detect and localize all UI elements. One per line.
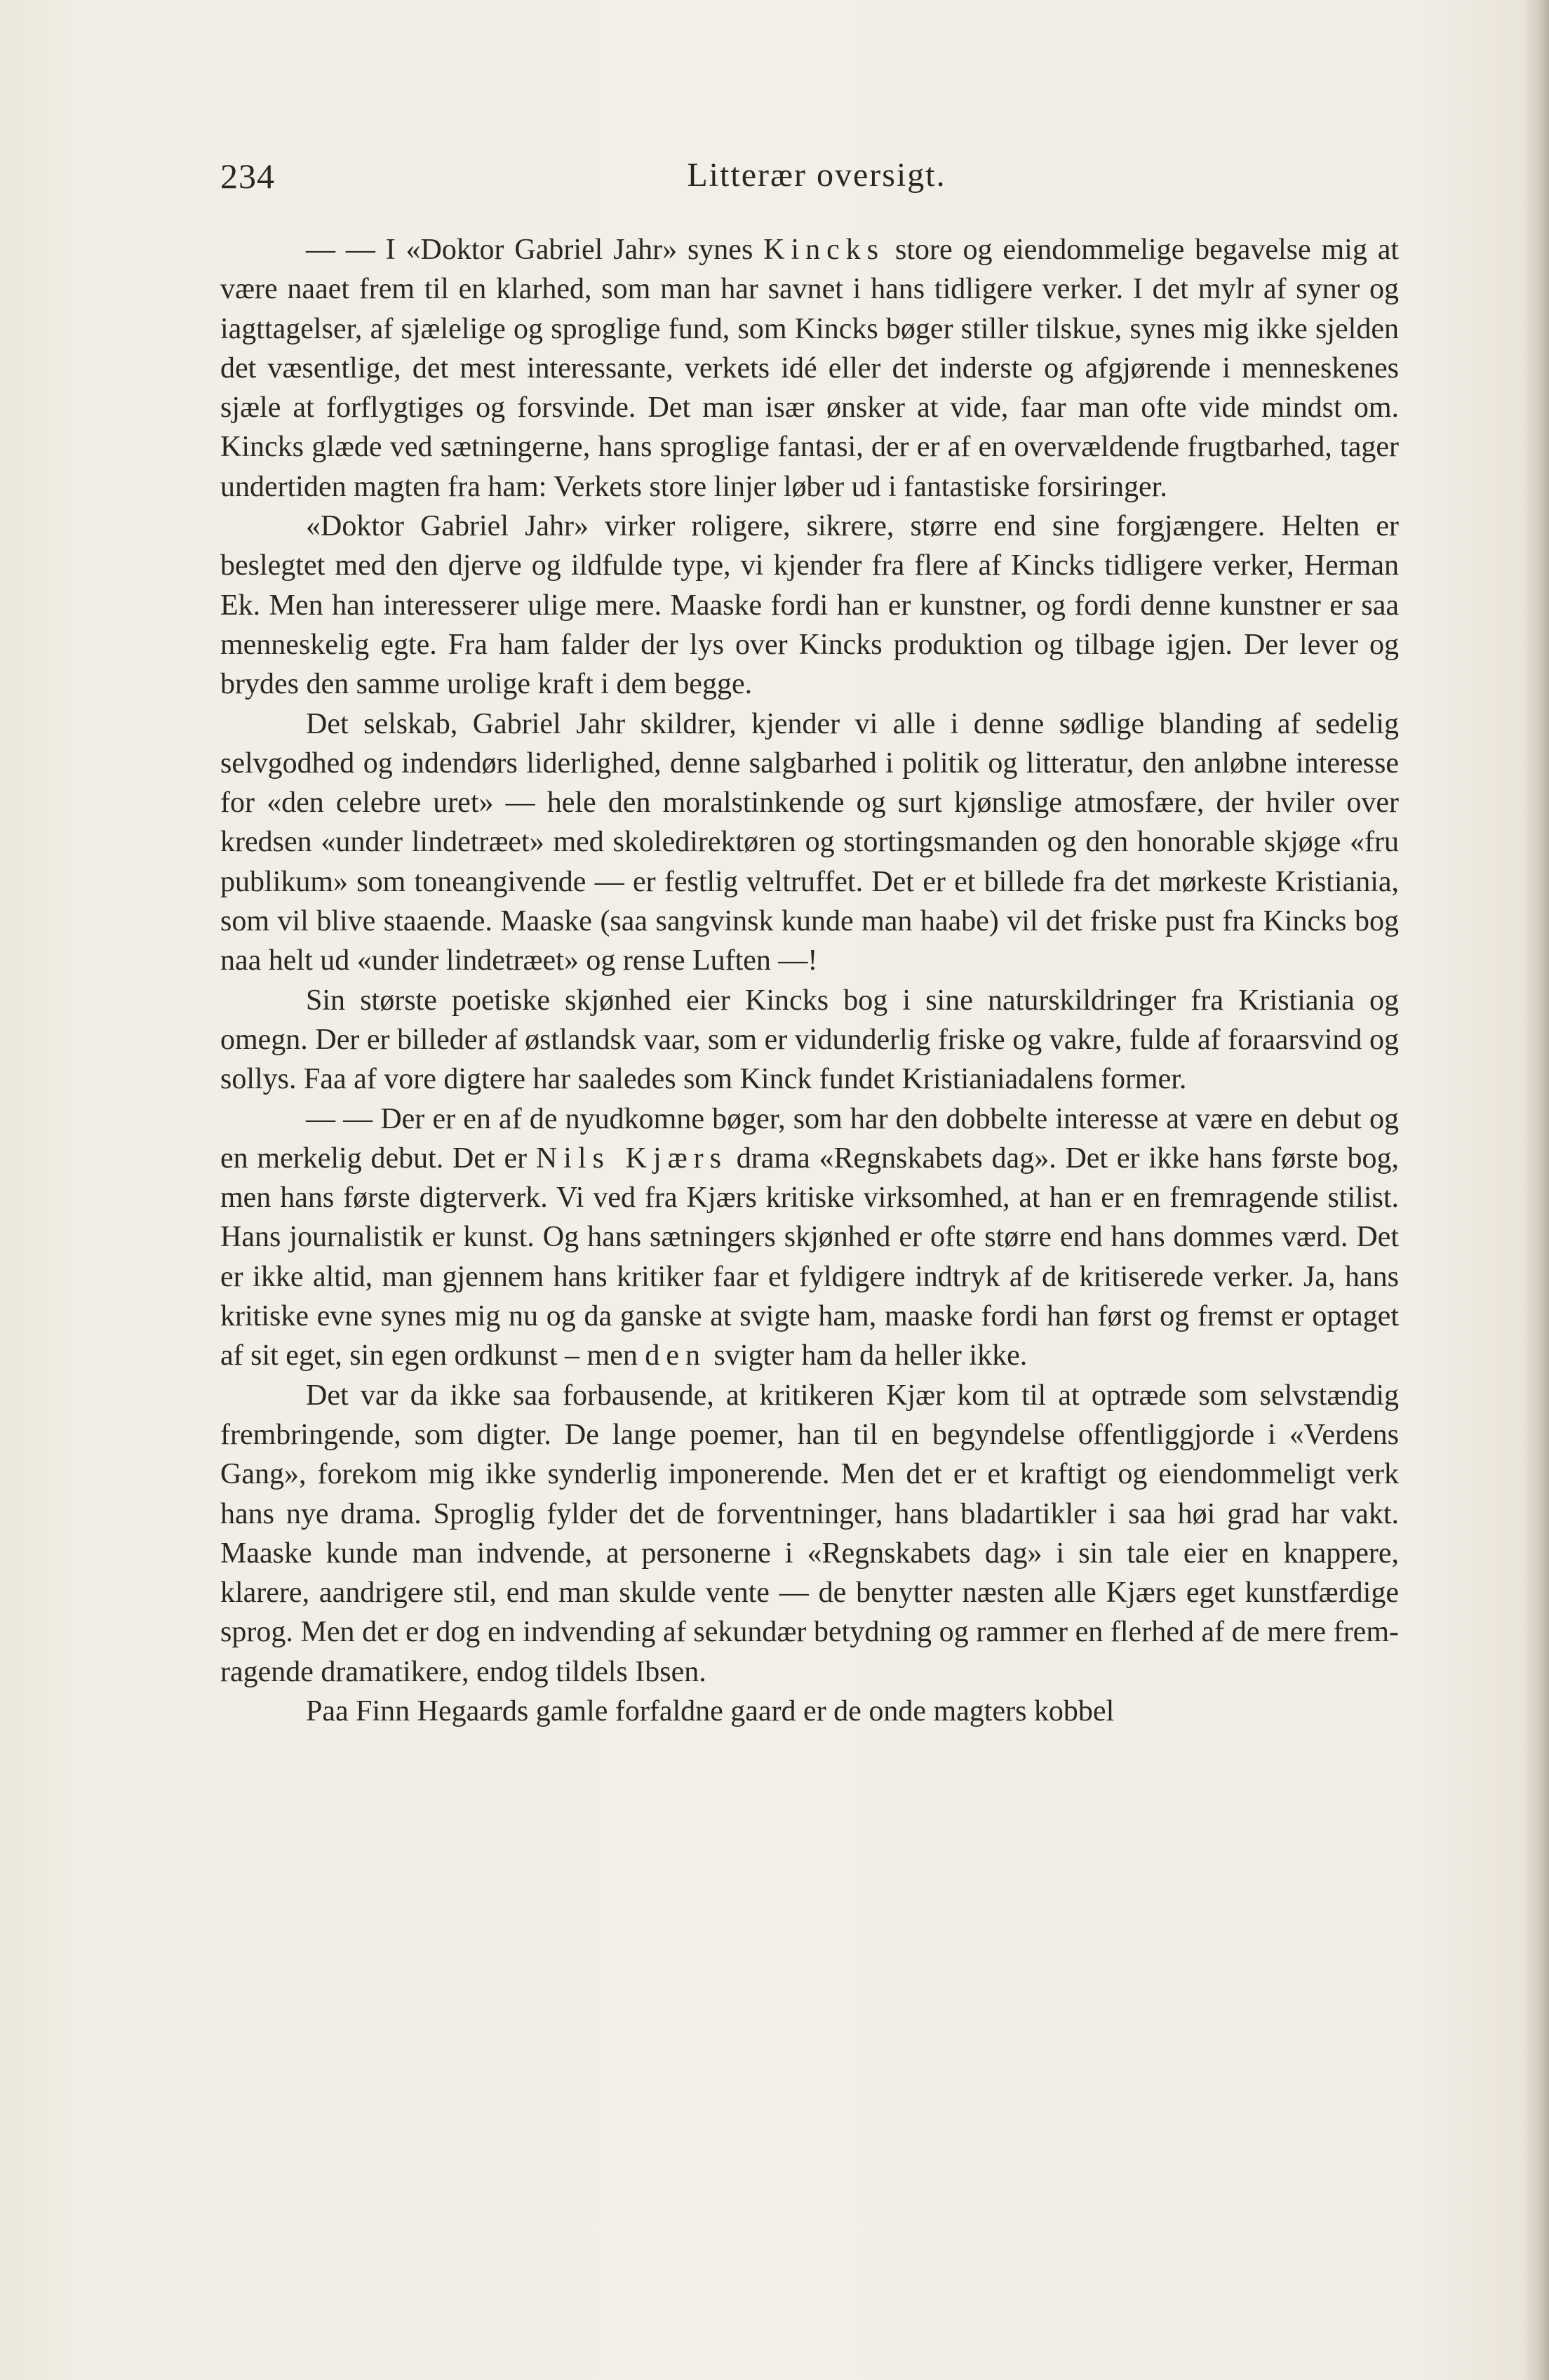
paragraph-naturskildringer: Sin største poetiske skjønhed eier Kincks bog i sine naturskildringer fra Kristiania og omegn. Der er billeder af østlandsk vaar, som er vidunderlig friske og vakre, fulde af foraarsvind og sollys. Faa af vore digtere har saaledes som Kinck fundet Kristianiadalens former. — [220, 984, 1399, 1096]
paragraph-text: drama «Regnskabets dag». Det er ikke hans første bog, men hans første digterverk. Vi ved fra Kjærs kritiske virksomhed, at han er en fremragende stilist. Hans journalistik er kunst. Og hans sætningers skjønhed er ofte større end hans dommes værd. Det er ikke altid, man gjennem hans kritiker faar et fyldigere indtryk af de kritiserede verker. Ja, hans kritiske evne synes mig nu og da ganske at svigte ham, maaske fordi han først og fremst er optaget af sit eget, sin egen ordkunst – men — [220, 1142, 1400, 1372]
paragraph-doktor-gabriel-jahr: «Doktor Gabriel Jahr» virker roligere, sikrere, større end sine forgjængere. Helten er beslegtet med den djerve og ildfulde type, vi kjender fra flere af Kincks tidligere verker, Herman Ek. Men han interesserer ulige mere. Maaske fordi han er kunstner, og fordi denne kunstner er saa menneskelig egte. Fra ham falder der lys over Kincks produktion og tilbage igjen. Der lever og brydes den samme urolige kraft i dem begge. — [220, 510, 1399, 701]
author-name-spaced: Kincks — [763, 234, 885, 266]
page-binding-shadow — [1522, 0, 1549, 2380]
emphasis-spaced: den — [645, 1339, 707, 1372]
paragraph-finn-hegaard: Paa Finn Hegaards gamle forfaldne gaard er de onde magters kobbel — [306, 1694, 1115, 1727]
paragraph-selskab: Det selskab, Gabriel Jahr skildrer, kjender vi alle i denne sødlige blanding af sedelig selvgodhed og indendørs liderlighed, denne salgbarhed i politik og litteratur, den anløbne interesse for «den celebre uret» — hele den moralstinkende og surt kjønslige atmosfære, der hviler over kredsen «under lindetræet» med skoledirektøren og stortingsmanden og den honorable skjøge «fru publikum» som toneangivende — er festlig veltruffet. Det er et billede fra det mørkeste Kristiania, som vil blive staaende. Maaske (saa sangvinsk kunde man haabe) vil det friske pust fra Kincks bog naa helt ud «under lindetræet» og rense Luften —! — [220, 707, 1399, 977]
paragraph-kjaer-review — [220, 1099, 1399, 1376]
body-text — [220, 230, 1399, 1731]
page-number: 234 — [220, 156, 275, 196]
paragraph-text: store og eiendommelige begavelse mig at være naaet frem til en klarhed, som man har savnet i hans tidligere verker. I det mylr af syner og iagttagelser, af sjælelige og sproglige fund, som Kincks bøger stiller tilskue, synes mig ikke sjelden det væsentlige, det mest interessante, verkets idé eller det inderste og afgjørende i menneskenes sjæle at forflygtiges og forsvinde. Det man især ønsker at vide, faar man ofte vide mindst om. Kincks glæde ved sætningerne, hans sproglige fantasi, der er af en overvældende frugtbarhed, tager undertiden magten fra ham: Verkets store linjer løber ud i fantastiske forsiringer. — [220, 234, 1399, 503]
page-header — [220, 156, 1413, 205]
running-title: Litterær oversigt. — [687, 156, 946, 194]
paragraph-text: — — I «Doktor Gabriel Jahr» synes — [306, 234, 764, 266]
paragraph-text: svigter ham da heller ikke. — [706, 1339, 1028, 1372]
author-name-spaced: Nils Kjærs — [535, 1142, 727, 1175]
paragraph-text: — — Der er en af de nyudkomne bøger, som har den dobbelte interesse at være en debut og en merkelig debut. Det er — [220, 1102, 1399, 1175]
paragraph-kritikeren-kjaer: Det var da ikke saa forbausende, at kritikeren Kjær kom til at optræde som selvstændig frembringende, som digter. De lange poemer, han til en begyndelse offentliggjorde i «Verdens Gang», forekom mig ikke synderlig imponerende. Men det er et kraftigt og eiendommeligt verk hans nye drama. Sproglig fylder det de forventninger, hans bladartikler i saa høi grad har vakt. Maaske kunde man indvende, at personerne i «Regnskabets dag» i sin tale eier en knappere, klarere, aandrigere stil, end man skulde vente — de benytter næsten alle Kjærs eget kunstfærdige sprog. Men det er dog en indvending af sekundær betydning og rammer en flerhed af de mere fremragende dramatikere, endog tildels Ibsen. — [220, 1379, 1399, 1688]
paragraph-kinck-review — [220, 230, 1399, 507]
